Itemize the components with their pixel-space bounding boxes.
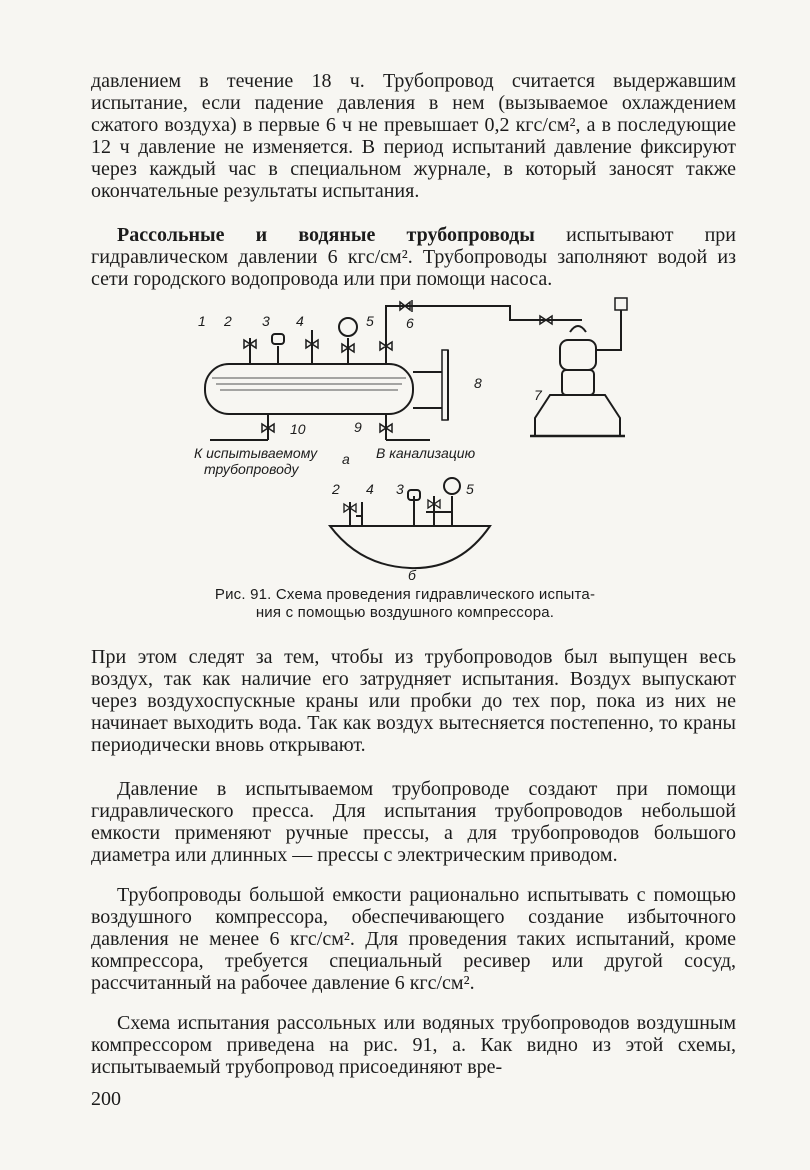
paragraph-air-compressor: Трубопроводы большой емкости рационально испытывать с помощью воздушного компрессора, обеспечивающего создание избыточного давления не менее 6 кгс/см². Для проведения таких испытаний, кроме компрессора, требуется специальный ресивер или другой сосуд, рассчитанный на рабочее давление 6 кгс/см². xyxy=(91,884,736,994)
paragraph-brine-water-pipes xyxy=(91,224,736,290)
label-4: 4 xyxy=(296,313,304,329)
label-subfigure-b: б xyxy=(408,567,416,580)
caption-line-1: Рис. 91. Схема проведения гидравлического испыта- xyxy=(214,586,596,603)
label-b-5: 5 xyxy=(466,481,474,497)
paragraph-air-release: При этом следят за тем, чтобы из трубопроводов был выпущен весь воздух, так как наличие его затрудняет испытания. Воздух выпускают через воздухоспускные краны или пробки до тех пор, пока из них не начинает выходить вода. Так как воздух вытесняется постепенно, то краны периодически вновь открывают. xyxy=(91,646,736,756)
page-number: 200 xyxy=(91,1088,121,1110)
label-3: 3 xyxy=(262,313,270,329)
label-to-test-pipe-1: К испытываемому xyxy=(194,445,318,461)
label-9: 9 xyxy=(354,419,362,435)
pressure-gauge-5 xyxy=(339,318,357,336)
label-b-3: 3 xyxy=(396,481,404,497)
label-7: 7 xyxy=(534,387,542,403)
compressor-7 xyxy=(535,395,620,436)
label-to-test-pipe-2: трубопроводу xyxy=(204,461,299,477)
label-6: 6 xyxy=(406,315,414,331)
paragraph-hydraulic-press: Давление в испытываемом трубопроводе создают при помощи гидравлического пресса. Для испытания трубопроводов небольшой емкости применяют ручные прессы, а для трубопроводов большого диаметра или длинных — прессы с электрическим приводом. xyxy=(91,778,736,866)
label-2: 2 xyxy=(224,313,232,329)
receiver-vessel xyxy=(205,364,413,414)
label-b-4: 4 xyxy=(366,481,374,497)
subfigure-b-vessel xyxy=(330,526,490,568)
label-5: 5 xyxy=(366,313,374,329)
paragraph-scheme-description: Схема испытания рассольных или водяных трубопроводов воздушным компрессором приведена на рис. 91, а. Как видно из этой схемы, испытываемый трубопровод присоединяют вре- xyxy=(91,1012,736,1078)
label-10: 10 xyxy=(290,421,306,437)
motor-box xyxy=(615,298,627,310)
water-level-lines xyxy=(212,378,406,390)
paragraph-pressure-test: давлением в течение 18 ч. Трубопровод считается выдержавшим испытание, если падение давления в нем (вызываемое охлаждением сжатого воздуха) в первые 6 ч не превышает 0,2 кгс/см², а в последующие 12 ч давление не изменяется. В период испытаний давление фиксируют через каждый час в специальном журнале, в который заносят также окончательные результаты испытания. xyxy=(91,70,736,202)
label-8: 8 xyxy=(474,375,482,391)
bold-heading-brine-water: Рассольные и водяные трубопроводы xyxy=(117,224,535,246)
figure-91-diagram xyxy=(190,290,630,580)
label-subfigure-a: а xyxy=(342,451,350,467)
label-b-2: 2 xyxy=(332,481,340,497)
caption-line-2: ния с помощью воздушного компрессора. xyxy=(255,604,555,621)
label-1: 1 xyxy=(198,313,206,329)
paragraph-brine-water-rest: испытывают при гидравлическом давлении 6 кгс/см². Трубопроводы заполняют водой из сети городского водопровода или при помощи насоса. xyxy=(91,224,737,290)
figure-caption xyxy=(150,586,660,622)
label-to-sewer: В канализацию xyxy=(376,445,476,461)
